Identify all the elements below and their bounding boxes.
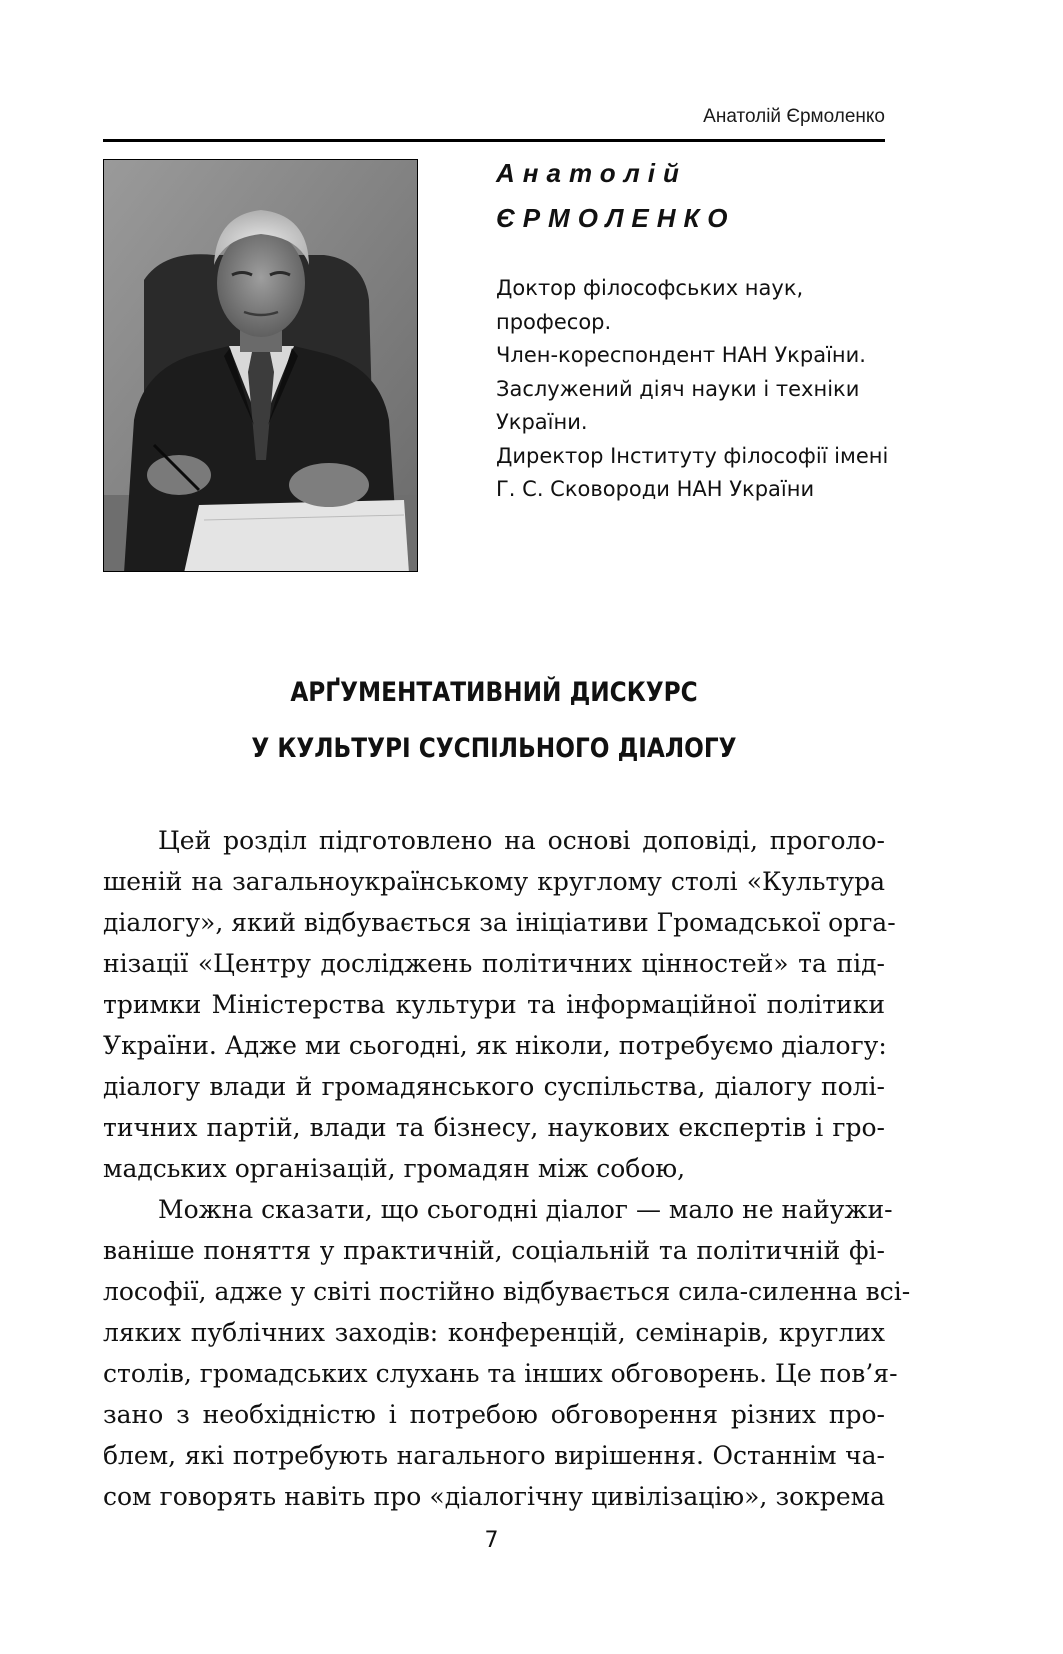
credential-line: Доктор філософських наук, — [496, 276, 804, 300]
running-head: Анатолій Єрмоленко — [703, 106, 885, 127]
page-number: 7 — [484, 1528, 499, 1553]
chapter-title-line: АРҐУМЕНТАТИВНИЙ ДИСКУРС — [290, 677, 698, 708]
body-line: України. Адже ми сьогодні, як ніколи, потребуємо діалогу: — [103, 1031, 887, 1060]
author-credentials — [496, 272, 888, 507]
portrait-illustration — [104, 160, 418, 572]
body-line: зано з необхідністю і потребою обговорення різних про- — [103, 1400, 885, 1429]
body-text — [103, 820, 911, 1517]
body-line: столів, громадських слухань та інших обговорень. Це пов’я- — [103, 1359, 898, 1388]
author-portrait — [103, 159, 418, 572]
body-line: Цей розділ підготовлено на основі доповіді, проголо- — [158, 826, 885, 855]
body-line: блем, які потребують нагального вирішення. Останнім ча- — [103, 1441, 885, 1470]
credential-line: України. — [496, 410, 588, 434]
credential-line: Член-кореспондент НАН України. — [496, 343, 866, 367]
body-line: тичних партій, влади та бізнесу, наукових експертів і гро- — [103, 1113, 885, 1142]
body-line: мадських організацій, громадян між собою, — [103, 1154, 686, 1183]
credential-line: Директор Інституту філософії імені — [496, 443, 889, 468]
credential-line: професор. — [496, 309, 612, 334]
chapter-title-line: У КУЛЬТУРІ СУСПІЛЬНОГО ДІАЛОГУ — [251, 733, 737, 764]
body-line: ляких публічних заходів: конференцій, семінарів, круглих — [103, 1318, 885, 1347]
body-line: тримки Міністерства культури та інформаційної політики — [103, 990, 885, 1019]
body-line: сом говорять навіть про «діалогічну цивілізацію», зокрема — [103, 1482, 885, 1511]
author-last-name: ЄРМОЛЕНКО — [496, 203, 736, 233]
body-line: діалогу», який відбувається за ініціативи Громадської орга- — [103, 908, 896, 937]
body-line: лософії, адже у світі постійно відбувається сила-силенна всі- — [103, 1277, 911, 1306]
body-line: ваніше поняття у практичній, соціальній та політичній фі- — [103, 1236, 885, 1265]
header-rule — [103, 139, 885, 142]
body-line: шеній на загальноукраїнському круглому столі «Культура — [103, 867, 885, 896]
credential-line: Г. С. Сковороди НАН України — [496, 477, 815, 501]
credential-line: Заслужений діяч науки і техніки — [496, 376, 860, 401]
body-line: нізації «Центру досліджень політичних цінностей» та під- — [103, 949, 885, 978]
author-first-name: Анатолій — [496, 158, 687, 188]
body-line: діалогу влади й громадянського суспільства, діалогу полі- — [103, 1072, 885, 1101]
chapter-title — [158, 665, 831, 777]
body-line: Можна сказати, що сьогодні діалог — мало не найужи- — [158, 1195, 893, 1224]
